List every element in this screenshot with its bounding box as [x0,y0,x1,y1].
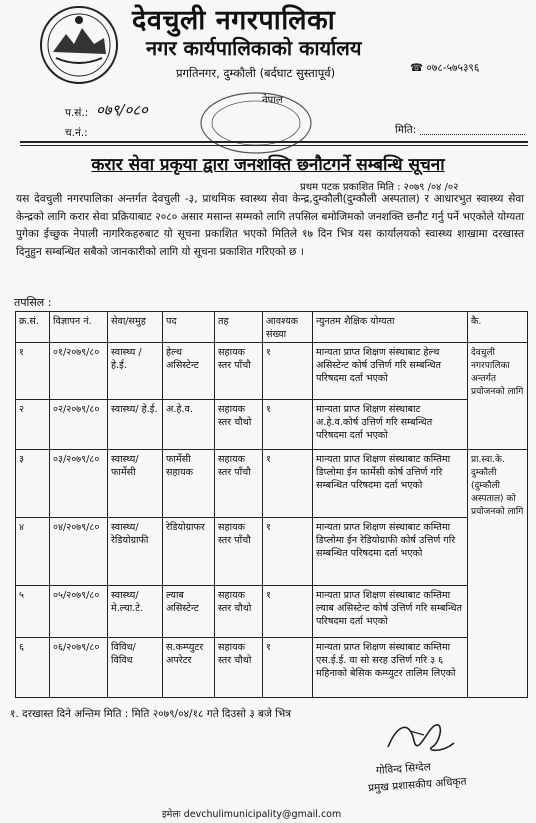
header-adv-no: विज्ञापन नं. [50,312,108,343]
header-count: आवश्यक संख्या [263,312,313,343]
cell-count: १ [263,450,313,518]
cell-count: १ [263,638,313,698]
cell-post: हेल्थ असिस्टेन्ट [163,343,215,400]
cell-level: सहायक स्तर पाँचौ [215,518,263,586]
cell-adv-no: ०३/२०७९/८० [50,450,108,518]
table-row [16,400,528,450]
notice-title: करार सेवा प्रकृया द्वारा जनशक्ति छनौटगर्ने सम्बन्धि सूचना [91,155,445,175]
phone-number: ☎ ०७८-५७५३९६ [410,62,480,74]
published-date: प्रथम पटक प्रकाशित मिति : २०७९ /०४ /०२ [300,182,459,193]
signer-title: प्रमुख प्रशासकीय अधिकृत [367,775,467,795]
cell-adv-no: ०४/२०७९/८० [50,518,108,586]
cell-post: फार्मेसी सहायक [163,450,215,518]
cell-qualification: मान्यता प्राप्त शिक्षण संस्थाबाट कम्तिमा एस.ई.ई. वा सो सरह उत्तिर्ण गरि ३ ६ महिनाको बेसिक कम्प्युटर तालिम लिएको [313,638,468,698]
notice-body: यस देवचुली नगरपालिका अन्तर्गत देवचुली -३, प्राथमिक स्वास्थ्य सेवा केन्द्र,दुम्कौली(दुम्कौली अस्पताल) र आधारभुत स्वास्थ्य सेवा केन्द्रको लागि करार सेवा प्रक्रियाबाट २०८० असार मसान्त सम्मको लागि तपसिल बमोजिमको जनशक्ति छनौट गर्नु पर्ने भएकोले योग्यता पुगेका ईच्छुक नेपाली नागरिकहरुबाट यो सूचना प्रकाशित भएको मितिले १७ दिन भित्र यस कार्यालयको स्वास्थ्य शाखामा दरखास्त दिनुहुन सम्बन्धित सबैको जानकारीको लागि यो सूचना प्रकाशित गरिएको छ । [16,193,524,258]
cell-qualification: मान्यता प्राप्त शिक्षण संस्थाबाट कम्तिमा ल्याब असिस्टेन्ट कोर्ष उत्तिर्ण गरि सम्बन्धित परिषदमा दर्ता भएको [313,586,468,638]
signer-name: गोविन्द सिग्देल [375,761,432,777]
cell-level: सहायक स्तर पाँचौ [215,450,263,518]
table-row [16,518,528,586]
cell-service: विविध/ विविध [108,638,163,698]
table-row [16,638,528,698]
table-row [16,343,528,400]
contact-email: इमेलः devchulimunicipality@gmail.com [162,809,342,820]
application-deadline: १. दरखास्त दिने अन्तिम मिति : मिति २०७९/०४/१८ गते दिउसो ३ बजे भित्र [10,708,292,720]
date-label: मिति: [395,124,417,136]
cell-service: स्वास्थ्य/ मे.ल्या.टे. [108,586,163,638]
cell-qualification: मान्यता प्राप्त शिक्षण संस्थाबाट कम्तिमा डिप्लोमा ईन फार्मेसी कोर्ष उत्तिर्ण गरि सम्बन्धित परिषदमा दर्ता भएको [313,450,468,518]
cell-service: स्वास्थ्य/ फार्मेसी [108,450,163,518]
cell-service: स्वास्थ्य / हे.ई. [108,343,163,400]
cell-adv-no: ०२/२०७९/८० [50,400,108,450]
cell-sn: ४ [16,518,50,586]
cell-service: स्वास्थ्य/ रेडियोग्राफी [108,518,163,586]
cell-qualification: मान्यता प्राप्त शिक्षण संस्थाबाट अ.हे.व.कोर्ष उत्तिर्ण गरि सम्बन्धित परिषदमा दर्ता भएको [313,400,468,450]
cell-count: १ [263,400,313,450]
municipality-logo [38,4,120,86]
ps-label: प.सं.: [65,107,89,119]
cell-sn: ५ [16,586,50,638]
office-address: प्रगतिनगर, दुम्कौली (बर्दघाट सुस्तापूर्व) [176,66,336,80]
cell-count: १ [263,518,313,586]
cell-sn: १ [16,343,50,400]
table-header-row [16,312,528,343]
cell-level: सहायक स्तर चौथो [215,638,263,698]
cell-post: स.कम्प्युटर अपरेटर [163,638,215,698]
signature [380,713,460,763]
cell-qualification: मान्यता प्राप्त शिक्षण संस्थाबाट हेल्थ असिस्टेन्ट कोर्ष उत्तिर्ण गरि सम्बन्धित परिषदमा दर्ता भएको [313,343,468,400]
cell-count: १ [263,586,313,638]
cell-remarks: प्रा.स्वा.के. दुम्कौली (दुम्कौली अस्पताल) को प्रयोजनको लागि [468,450,528,698]
cell-sn: ६ [16,638,50,698]
cell-level: सहायक स्तर चौथो [215,400,263,450]
cell-post: रेडियोग्राफर [163,518,215,586]
header-qualification: न्युनतम शैक्षिक योग्यता [313,312,468,343]
cell-sn: ३ [16,450,50,518]
vacancy-table [15,311,528,698]
cell-remarks: देवचुली नगरपालिका अन्तर्गत प्रयोजनको लागि [468,343,528,450]
cell-adv-no: ०५/२०७९/८० [50,586,108,638]
cell-adv-no: ०६/२०७९/८० [50,638,108,698]
ps-value: ०७९/०८० [96,101,148,119]
cell-post: ल्याब असिस्टेन्ट [163,586,215,638]
header-remarks: कै. [468,312,528,343]
cell-count: १ [263,343,313,400]
cell-adv-no: ०१/२०७९/८० [50,343,108,400]
stamp-text: नेपाल [262,95,283,106]
cell-service: स्वास्थ्य/ हे.ई. [108,400,163,450]
cell-sn: २ [16,400,50,450]
details-label: तपसिल : [14,296,52,309]
table-row [16,450,528,518]
header-divider [20,141,528,143]
table-row [16,586,528,638]
office-name: नगर कार्यपालिकाको कार्यालय [146,36,362,60]
header-post: पद [163,312,215,343]
cell-qualification: मान्यता प्राप्त शिक्षण संस्थाबाट कम्तिमा डिप्लोमा ईन रेडियोग्राफी कोर्ष उत्तिर्ण गरि सम्बन्धित परिषदमा दर्ता भएको [313,518,468,586]
office-stamp [196,88,316,158]
header-service: सेवा/समुह [108,312,163,343]
cell-level: सहायक स्तर पाँचौ [215,343,263,400]
date-line [420,134,525,135]
cn-label: च.नं.: [65,127,88,139]
cell-post: अ.हे.व. [163,400,215,450]
header-divider-thin [20,145,528,146]
org-name: देवचुली नगरपालिका [132,5,336,36]
cell-level: सहायक स्तर चौथो [215,586,263,638]
header-level: तह [215,312,263,343]
header-sn: क्र.सं. [16,312,50,343]
